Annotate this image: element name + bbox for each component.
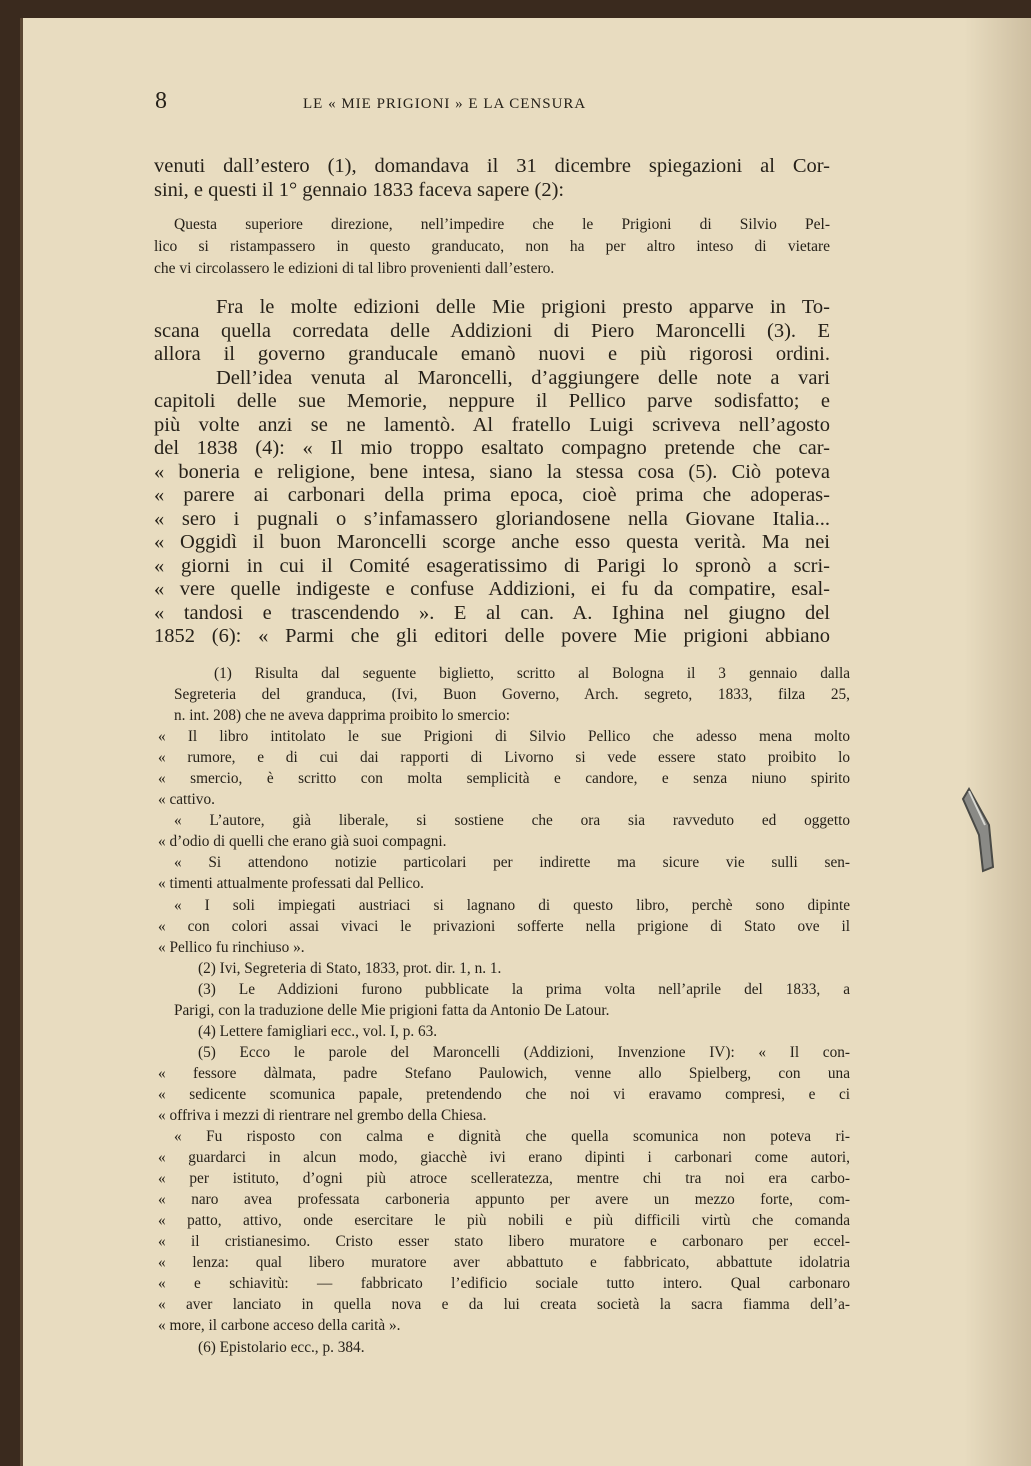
footnote-line: (3) Le Addizioni furono pubblicate la prima volta nell’aprile del 1833, a [198,980,850,998]
footnote-line: n. int. 208) che ne aveva dapprima proibito lo smercio: [174,707,511,725]
block-quote [154,214,830,280]
footnote-line: « aver lanciato in quella nova e da lui creata società la sacra fiamma dell’a- [158,1296,850,1314]
footnote-line: (6) Epistolario ecc., p. 384. [198,1338,365,1356]
footnote-line: « offriva i mezzi di rientrare nel grembo della Chiesa. [158,1106,487,1124]
footnote-line: « il cristianesimo. Cristo esser stato libero muratore e carbonaro per eccel- [158,1233,850,1251]
footnote-line: « Si attendono notizie particolari per indirette ma sicure vie sulli sen- [174,854,850,872]
text-line: « boneria e religione, bene intesa, siano la stessa cosa (5). Ciò poteva [154,460,830,483]
quote-line: Questa superiore direzione, nell’impedire che le Prigioni di Silvio Pel- [174,216,830,233]
footnote-line: « e schiavitù: — fabbricato l’edificio sociale tutto intero. Qual carbonaro [158,1275,850,1293]
footnote-line: « Fu risposto con calma e dignità che quella scomunica non poteva ri- [174,1128,850,1146]
footnote-line: « guardarci in alcun modo, giacchè ivi erano dipinti i carbonari come autori, [158,1149,850,1167]
footnote-line: « sedicente scomunica papale, pretendendo che noi vi eravamo compresi, e ci [158,1085,850,1103]
footnote-line: « patto, attivo, onde esercitare le più nobili e più difficili virtù che comanda [158,1212,850,1230]
footnote-line: (4) Lettere famigliari ecc., vol. I, p. 63. [198,1022,438,1040]
quote-line: lico si ristampassero in questo granducato, non ha per altro inteso di vietare [154,238,830,255]
main-paragraphs [154,296,830,649]
text-line: Dell’idea venuta al Maroncelli, d’aggiungere delle note a vari [216,366,830,389]
footnote-line: « more, il carbone acceso della carità ». [158,1317,401,1335]
footnote-line: « con colori assai vivaci le privazioni sofferte nella prigione di Stato ove il [158,917,850,935]
footnote-line: « Pellico fu rinchiuso ». [158,938,305,956]
staple-icon [955,785,1005,875]
intro-paragraph [154,155,830,202]
footnote-line: « naro avea professata carboneria appunto per avere un mezzo forte, com- [158,1191,850,1209]
footnote-line: Parigi, con la traduzione delle Mie prigioni fatta da Antonio De Latour. [174,1001,610,1019]
page-number: 8 [155,88,167,114]
text-line: scana quella corredata delle Addizioni di Piero Maroncelli (3). E [154,319,830,342]
footnotes [158,663,850,1358]
footnote-line: (1) Risulta dal seguente biglietto, scritto al Bologna il 3 gennaio dalla [214,665,850,682]
footnote-line: « I soli impiegati austriaci si lagnano di questo libro, perchè sono dipinte [174,896,850,914]
text-line: « parere ai carbonari della prima epoca, cioè prima che adoperas- [154,484,830,506]
footnote-line: « per istituto, d’ogni più atroce scelleratezza, mentre chi tra noi era carbo- [158,1170,850,1188]
text-line: 1852 (6): « Parmi che gli editori delle povere Mie prigioni abbiano [154,625,830,647]
footnote-line: « Il libro intitolato le sue Prigioni di Silvio Pellico che adesso mena molto [158,728,850,746]
text-line: capitoli delle sue Memorie, neppure il Pellico parve sodisfatto; e [154,390,830,412]
footnote-line: « smercio, è scritto con molta semplicità e candore, e senza niuno spirito [158,770,850,788]
quote-line: che vi circolassero le edizioni di tal libro provenienti dall’estero. [154,260,555,277]
page-edge-shadow [964,18,1031,1466]
running-title: LE « MIE PRIGIONI » E LA CENSURA [303,96,587,112]
text-line: più volte anzi se ne lamentò. Al fratello Luigi scriveva nell’agosto [154,413,830,436]
text-line: « tandosi e trascendendo ». E al can. A. Ighina nel giugno del [154,601,830,624]
text-line: « Oggidì il buon Maroncelli scorge anche esso questa verità. Ma nei [154,531,830,553]
footnote-line: « timenti attualmente professati dal Pellico. [158,875,424,893]
footnote-line: « L’autore, già liberale, si sostiene che ora sia ravveduto ed oggetto [174,812,850,830]
footnote-line: « cattivo. [158,791,215,809]
text-line: sini, e questi il 1° gennaio 1833 faceva sapere (2): [154,178,565,201]
footnote-line: Segreteria del granduca, (Ivi, Buon Governo, Arch. segreto, 1833, filza 25, [174,686,850,704]
text-line: « giorni in cui il Comité esageratissimo di Parigi lo spronò a scri- [154,554,830,577]
text-line: venuti dall’estero (1), domandava il 31 dicembre spiegazioni al Cor- [154,155,830,177]
text-line: « sero i pugnali o s’infamassero gloriandosene nella Giovane Italia... [154,507,830,530]
footnote-line: « rumore, e di cui dai rapporti di Livorno si vede essere stato proibito lo [158,749,850,767]
text-line: Fra le molte edizioni delle Mie prigioni presto apparve in To- [216,296,830,318]
footnote-line: « lenza: qual libero muratore aver abbattuto e fabbricato, abbattute idolatria [158,1254,850,1272]
text-line: allora il governo granducale emanò nuovi e più rigorosi ordini. [154,343,830,365]
text-line: « vere quelle indigeste e confuse Addizioni, ei fu da compatire, esal- [154,578,830,600]
footnote-line: (5) Ecco le parole del Maroncelli (Addizioni, Invenzione IV): « Il con- [198,1043,850,1061]
text-line: del 1838 (4): « Il mio troppo esaltato compagno pretende che car- [154,437,830,459]
footnote-line: « fessore dàlmata, padre Stefano Paulowich, venne allo Spielberg, con una [158,1064,850,1082]
footnote-line: « d’odio di quelli che erano già suoi compagni. [158,833,447,851]
footnote-line: (2) Ivi, Segreteria di Stato, 1833, prot. dir. 1, n. 1. [198,959,502,977]
